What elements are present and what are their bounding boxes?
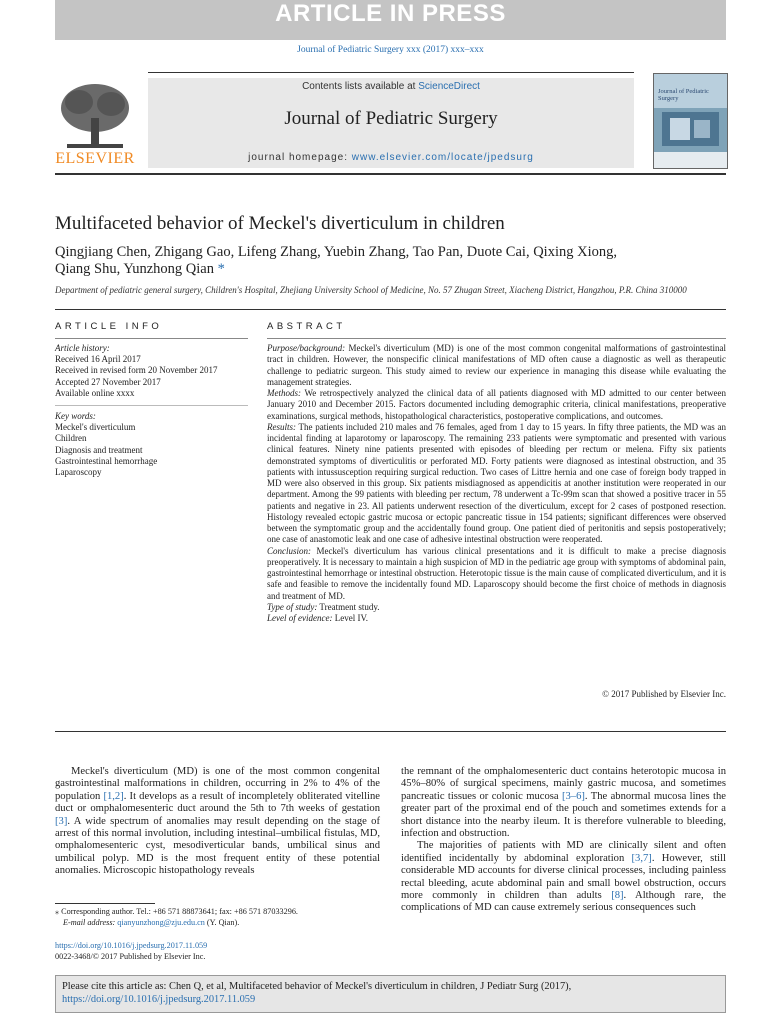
- methods-text: We retrospectively analyzed the clinical data of all patients diagnosed with MD admitted to our center between January 2010 and December 2015. Factors documented including demographic criteria, clinical manifestations, preoperative examinations, surgical methods, histopathological characteristics, postoperative complications, and outcomes.: [267, 388, 726, 421]
- authors-line-2-text: Qiang Shu, Yunzhong Qian: [55, 261, 218, 277]
- history-item: Received in revised form 20 November 2017: [55, 365, 218, 376]
- journal-cover-image: [653, 73, 728, 169]
- keywords-block: [55, 411, 248, 478]
- footnote-mark: ⁎: [55, 907, 60, 916]
- abstract-copyright: © 2017 Published by Elsevier Inc.: [602, 689, 726, 699]
- purpose-label: Purpose/background:: [267, 343, 346, 353]
- footnote-rule: [55, 903, 155, 904]
- author-email-link[interactable]: qianyunzhong@zju.edu.cn: [117, 917, 205, 927]
- results-label: Results:: [267, 421, 296, 432]
- contents-line: [148, 81, 634, 92]
- keywords-label: Key words:: [55, 411, 96, 421]
- author-list: [55, 244, 726, 278]
- body-text: . However, still considerable MD accounts for diverse clinical processes, including painless rectal bleeding, acute abdominal pain and small bowel obstruction, occurs more commonly in children than adults: [401, 852, 726, 902]
- journal-reference-link[interactable]: Journal of Pediatric Surgery xxx (2017) xxx–xxx: [297, 45, 484, 55]
- body-text: Meckel's diverticulum (MD) is one of the most common congenital gastrointestinal malformations in children, occurring in 2% to 4% of the population: [55, 766, 380, 802]
- body-paragraph: [401, 766, 726, 840]
- abstract-results: [267, 422, 726, 546]
- citation-doi-link[interactable]: https://doi.org/10.1016/j.jpedsurg.2017.11.059: [62, 994, 256, 1005]
- article-in-press-banner: ARTICLE IN PRESS: [55, 0, 726, 40]
- history-item: Available online xxxx: [55, 387, 135, 398]
- citation-text: Please cite this article as: Chen Q, et al, Multifaceted behavior of Meckel's diverticulum in children, J Pediatr Surg (2017),: [62, 981, 572, 992]
- keyword-item: Gastrointestinal hemorrhage: [55, 455, 158, 466]
- corresponding-author-link[interactable]: *: [217, 261, 225, 277]
- body-paragraph: [401, 840, 726, 914]
- elsevier-wordmark: ELSEVIER: [55, 150, 135, 167]
- body-left-column: [55, 766, 380, 878]
- issn-line: 0022-3468/© 2017 Published by Elsevier Inc.: [55, 951, 206, 961]
- article-title: Multifaceted behavior of Meckel's diverticulum in children: [55, 213, 505, 234]
- doi-block: [55, 941, 385, 962]
- article-info-top-rule: [55, 309, 726, 310]
- body-text: the remnant of the omphalomesenteric duct contains heterotopic mucosa in 45%–80% of surgical specimens, mainly gastric mucosa, and sometimes pancreatic tissues or colonic mucosa: [401, 766, 726, 802]
- reference-link[interactable]: [3]: [55, 815, 68, 827]
- abstract-methods: [267, 388, 726, 422]
- reference-link[interactable]: [8]: [611, 890, 624, 902]
- keyword-item: Laparoscopy: [55, 467, 102, 478]
- homepage-link[interactable]: www.elsevier.com/locate/jpedsurg: [351, 152, 534, 163]
- keyword-item: Children: [55, 433, 87, 444]
- cover-illustration-panel: [694, 120, 710, 138]
- article-info-underline: [55, 338, 248, 339]
- reference-link[interactable]: [3–6]: [561, 790, 585, 802]
- contents-prefix: Contents lists available at: [302, 81, 419, 92]
- history-item: Accepted 27 November 2017: [55, 376, 161, 387]
- keyword-item: Diagnosis and treatment: [55, 444, 143, 455]
- reference-link[interactable]: [3,7]: [631, 852, 652, 864]
- abstract-purpose: [267, 343, 726, 388]
- level-text: Level IV.: [332, 613, 369, 623]
- type-label: Type of study:: [267, 601, 318, 612]
- article-info-heading: ARTICLE INFO: [55, 321, 163, 332]
- body-top-rule: [55, 731, 726, 732]
- email-label: E-mail address:: [63, 917, 118, 927]
- body-paragraph: [55, 766, 380, 878]
- footnote-corresponding: [55, 907, 385, 918]
- citation-box: [55, 975, 726, 1013]
- authors-line-1: Qingjiang Chen, Zhigang Gao, Lifeng Zhang, Yuebin Zhang, Tao Pan, Duote Cai, Qixing Xiong,: [55, 244, 617, 260]
- abstract-heading: ABSTRACT: [267, 321, 346, 332]
- homepage-prefix: journal homepage:: [248, 152, 352, 163]
- cover-illustration-panel: [670, 118, 690, 140]
- authors-line-2: [55, 261, 726, 278]
- history-label: Article history:: [55, 343, 110, 353]
- purpose-text: Meckel's diverticulum (MD) is one of the most common congenital malformations of gastrointestinal tract in children. However, the nonspecific clinical manifestations of MD often cause a diagnostic as well as therapeutic challenge to pediatric surgeon. This study aimed to review our experience in managing this disease while evaluating the management strategies.: [267, 343, 726, 387]
- cover-footer-band: [654, 152, 727, 168]
- homepage-line: [148, 152, 634, 163]
- body-text: . It develops as a result of incompletely obliterated vitelline duct or omphalomesenteric duct around the 5th to 7th weeks of gestation: [55, 790, 380, 815]
- history-item: Received 16 April 2017: [55, 354, 141, 365]
- body-text: The majorities of patients with MD are clinically silent and often identified incidentally by abdominal exploration: [401, 840, 726, 864]
- corresponding-author-footnote: [55, 907, 385, 928]
- footnote-email-line: [55, 918, 385, 929]
- article-info-separator: [55, 405, 248, 406]
- header-top-rule: [148, 72, 634, 73]
- journal-title: Journal of Pediatric Surgery: [284, 108, 498, 129]
- email-suffix: (Y. Qian).: [204, 917, 240, 927]
- body-right-column: [401, 766, 726, 915]
- doi-link[interactable]: https://doi.org/10.1016/j.jpedsurg.2017.11.059: [55, 941, 208, 950]
- sciencedirect-link[interactable]: ScienceDirect: [418, 81, 480, 92]
- methods-label: Methods:: [267, 388, 301, 398]
- results-text: The patients included 210 males and 76 females, aged from 1 day to 15 years. In fifty three patients, the MD was an incidental finding at laparotomy or laparoscopy. The remaining 233 patients were symptomatic and presented with various clinical features. Ninety nine patients presented with episodes of bleeding per rectum or melena. Fifty six patients demonstrated symptoms of diverticulitis or perforated MD. Forty patients were diagnosed as intestinal obstruction, and 35 patients with intussusception requiring surgical reduction. Two cases of Littre hernia and one case of foreign body trapped in MD were also observed in this group. Six patients misdiagnosed as appendicitis at another institution were reoperated in our department. Among the 99 patients with bleeding per rectum, 78 underwent a Tc-99m scan that showed a positive tracer in 55 patients and negative in 23. All patients underwent resection of the diverticulum, except for 2 cases of postponed resection. Histology revealed ectopic gastric mucosa or ectopic pancreatic tissue in 154 patients; significant differences were observed between the symptomatic group and the accidentally found group. One patient died of peritonitis and sepsis postoperatively; one case of anastomotic leak and one case of adhesive intestinal obstruction were reoperated.: [267, 421, 726, 545]
- body-text: . A wide spectrum of anomalies may result depending on the stage of arrest of this normal involution, including intestinal–umbilical fistulas, MD, omphalomesenteric cyst, mesodiverticular bands, umbilical sinus and umbilical polyp. MD is the most frequent entity of these potential anomalies. Microscopic histopathology reveals: [55, 815, 380, 877]
- conclusion-text: Meckel's diverticulum has various clinical presentations and it is difficult to make a precise diagnosis preoperatively. It is necessary to maintain a high suspicion of MD in the pediatric age group with symptoms of abdominal pain, gastrointestinal hemorrhage or intestinal obstruction. Heterotopic tissue is the main cause of complicated diverticulum, and it is safe and feasible to remove the incidentally found MD. Laparoscopy should become the first choice of methods in diagnosis and treatment of MD.: [267, 545, 726, 601]
- header-bottom-rule: [55, 173, 726, 175]
- journal-header-box: [148, 78, 634, 168]
- abstract-body: [267, 343, 726, 624]
- conclusion-label: Conclusion:: [267, 545, 311, 556]
- abstract-conclusion: [267, 546, 726, 602]
- article-history: [55, 343, 248, 399]
- author-affiliation: Department of pediatric general surgery, Children's Hospital, Zhejiang University School of Medicine, No. 57 Zhugan Street, Xiacheng District, Hangzhou, P.R. China 310000: [55, 285, 687, 295]
- level-label: Level of evidence:: [267, 613, 333, 623]
- reference-link[interactable]: [1,2]: [103, 790, 124, 802]
- cover-title: Journal of Pediatric Surgery: [658, 88, 709, 102]
- abstract-level: [267, 613, 726, 624]
- abstract-type: [267, 602, 726, 613]
- body-text: . Although rare, the complications of MD can cause extremely serious consequences such: [401, 890, 726, 914]
- type-text: Treatment study.: [317, 601, 380, 612]
- abstract-underline: [267, 338, 726, 339]
- footnote-contact: Corresponding author. Tel.: +86 571 88873641; fax: +86 571 87033296.: [59, 907, 298, 916]
- keyword-item: Meckel's diverticulum: [55, 422, 136, 433]
- body-text: . The abnormal mucosa lines the greater part of the proximal end of the pouch and sometimes extends for a short distance into the nearby ileum. It is therefore vulnerable to bleeding, infection and obstruction.: [401, 790, 726, 840]
